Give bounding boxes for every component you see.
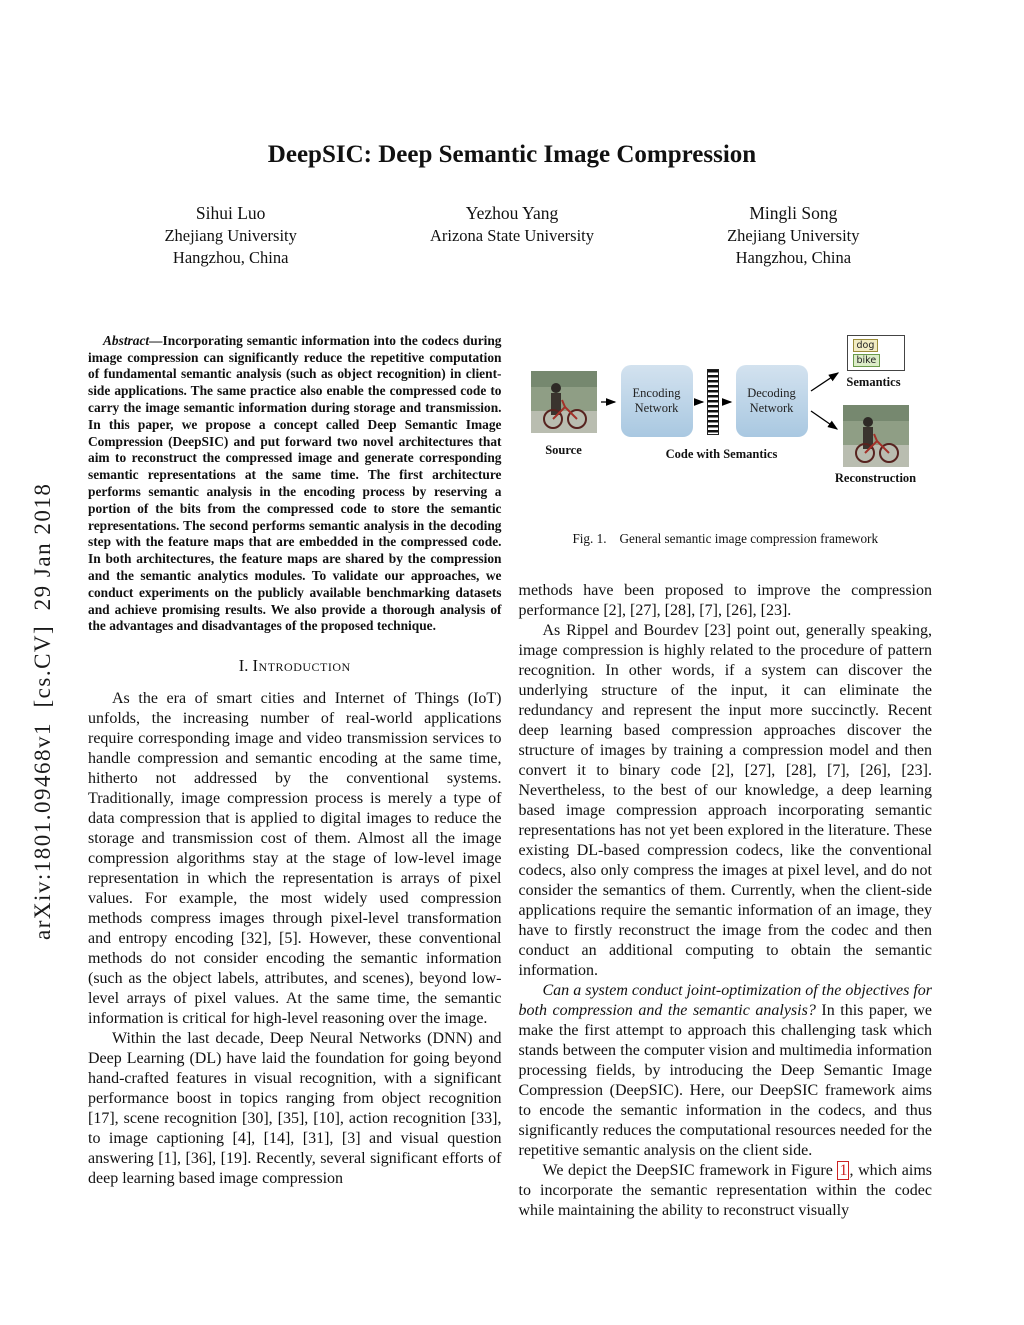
source-image [531,371,597,433]
question-rest: In this paper, we make the first attempt to approach this challenging task which stands between the computer vision and multimedia information processing fields, by introducing the Deep Semantic Image Compression (DeepSIC). Here, our DeepSIC framework aims to encode the semantic information in the codecs, and thus significantly reduces the computational resources needed for the repetitive semantic analysis on the client side. [518,1001,932,1159]
code-barcode [707,369,719,435]
intro-paragraph-1: As the era of smart cities and Internet of Things (IoT) unfolds, the increasing number of real-world applications require corresponding image and video transmission services to handle compression and semantic encoding at the same time, hitherto not addressed by the conventional systems. Traditionally, image compression process is merely a type of data compression that is applied to digital images to reduce the storage and transmission cost of them. Almost all the image compression algorithms stay at the stage of low-level image representation in which the representation is arrays of pixel values. For example, the most widely used compression methods compress images through pixel-level transformation and entropy encoding [32], [5]. However, these conventional methods do not consider encoding the semantic information (such as the object labels, attributes, and scenes), beyond low-level arrays of pixel values. At the same time, the semantic information is critical for high-level reasoning over the image. [88,690,502,1028]
abstract [88,333,502,635]
intro-paragraph-2: Within the last decade, Deep Neural Networks (DNN) and Deep Learning (DL) have laid the foundation for going beyond hand-crafted features in visual recognition, with a significant performance boost in topics ranging from object recognition [17], scene recognition [30], [35], [10], action recognition [33], to image captioning [4], [14], [31], [3] and visual question answering [1], [36], [19]. Recently, several significant efforts of deep learning based image compression [88,1030,502,1188]
figure-1-link[interactable]: 1 [839,1161,848,1179]
left-column [88,333,502,1189]
author-name: Yezhou Yang [465,202,559,223]
right-column [519,333,933,1221]
encoding-network-box [621,365,693,437]
man-with-bicycle-photo [531,371,597,433]
author-location: Hangzhou, China [172,247,289,267]
author-2 [371,201,652,269]
question-italic: Can a system conduct joint-optimization of the objectives for both compression and the semantic analysis? [518,981,932,1019]
depict-pre: We depict the DeepSIC framework in Figure [542,1161,838,1179]
paragraph-depict [519,1161,933,1221]
figure-caption-text: General semantic image compression framework [619,530,879,546]
section-title: Introduction [252,656,351,676]
paragraph-continuation: methods have been proposed to improve the compression performance [2], [27], [28], [7], [26], [23]. [518,581,932,619]
page-title: DeepSIC: Deep Semantic Image Compression [267,140,757,168]
section-heading-introduction [88,656,502,676]
author-location: Hangzhou, China [735,247,852,267]
figure-caption-number: Fig. 1. [572,530,607,546]
reconstruction-label: Reconstruction [834,470,917,485]
semantics-label: Semantics [846,374,901,389]
author-name: Sihui Luo [195,202,266,223]
arxiv-stamp: arXiv:1801.09468v1 [cs.CV] 29 Jan 2018 [30,482,55,940]
depict-post: , which aims to incorporate the semantic representation within the codec while maintaining the ability to reconstruct visually [518,1161,933,1219]
abstract-text: Incorporating semantic information into the codecs during image compression can significantly reduce the repetitive computation of fundamental semantic analysis (such as object recognition) in client-side applications. The same practice also enable the compressed code to carry the image semantic information during storage and transmission. In this paper, we propose a concept called Deep Semantic Image Compression (DeepSIC) and put forward two novel architectures that aim to reconstruct the compressed image and generate corresponding semantic representations at the same time. The first architecture performs semantic analysis in the encoding process by reserving a portion of the bits from the compressed code to store the semantic representations. The second performs semantic analysis in the decoding step with the feature maps that are embedded in the compressed code. In both architectures, the feature maps are shared by the compression and the semantic analytics modules. To validate our approaches, we conduct experiments on the publicly available benchmarking datasets and achieve promising results. We also provide a thorough analysis of the advantages and disadvantages of the proposed technique. [88,332,502,634]
author-1 [90,201,371,269]
paragraph-rippel: As Rippel and Bourdev [23] point out, generally speaking, image compression is highly related to the procedure of pattern recognition. In other words, if a system can discover the underlying structure of the input, it can eliminate the redundancy and represent the input more succinctly. Recent deep learning based compression approaches discover the structure of images by training a compression model and then convert it to binary code [2], [27], [28], [7], [26], [23]. Nevertheless, to the best of our knowledge, a deep learning based image compression approach incorporating semantic representations has not yet been explored in the literature. These existing DL-based compression codecs, like the conventional codecs, also only compress the images at pixel level, and do not consider the semantics of them. Currently, when the client-side applications require the semantic information of an image, they have to firstly reconstruct the image from the codec and then conduct an additional computing to obtain the semantic information. [518,621,932,979]
author-affiliation: Zhejiang University [164,225,297,245]
author-3 [653,201,934,269]
bike-tag: bike [853,354,881,367]
semantics-box [847,335,905,371]
source-label: Source [545,442,582,457]
section-number: I. [238,656,249,676]
paragraph-question [519,981,933,1161]
author-block [90,201,934,269]
man-with-bicycle-photo [843,405,909,467]
decoding-network-label: Decoding Network [747,385,796,415]
two-column-body [88,333,932,1221]
author-affiliation: Arizona State University [429,225,595,245]
reconstruction-image [843,405,909,467]
figure-caption [519,531,933,547]
figure-1 [519,335,933,547]
decoding-network-box [736,365,808,437]
abstract-label: Abstract— [103,332,163,348]
encoding-network-label: Encoding Network [632,385,681,415]
author-name: Mingli Song [749,202,838,223]
dog-tag: dog [853,339,879,352]
code-with-semantics-label: Code with Semantics [665,446,778,461]
author-affiliation: Zhejiang University [727,225,860,245]
figure-canvas [519,335,927,487]
